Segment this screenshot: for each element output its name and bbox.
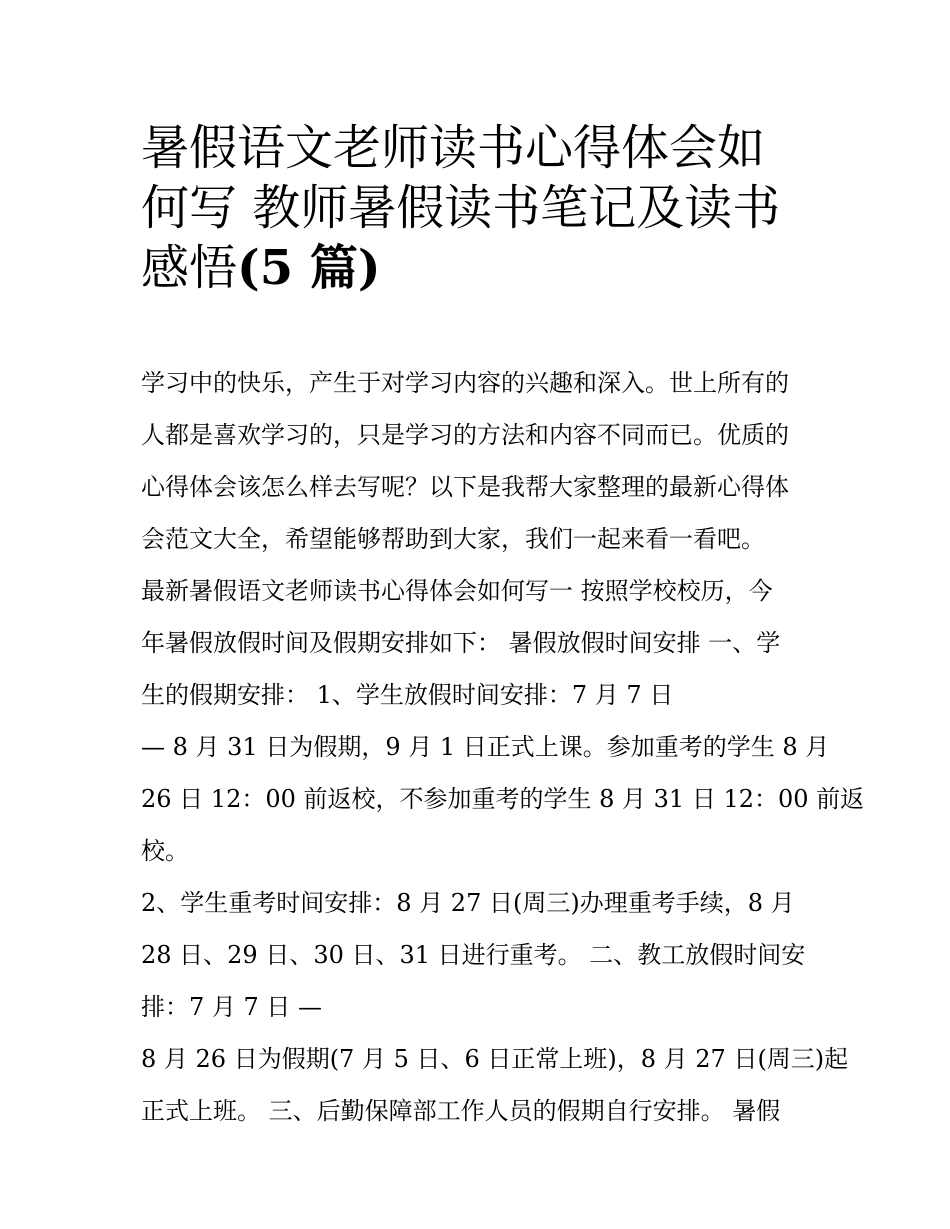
- title-line-1: 暑假语文老师读书心得体会如: [141, 120, 766, 176]
- title-count: (5 篇): [237, 240, 381, 296]
- document-title: [141, 118, 821, 298]
- body-line: 28 日、29 日、30 日、31 日进行重考。 二、教工放假时间安: [141, 941, 806, 969]
- body-line: 正式上班。 三、后勤保障部工作人员的假期自行安排。 暑假: [141, 1097, 781, 1125]
- title-line-3: 感悟(5 篇): [141, 240, 381, 296]
- body-line: 生的假期安排： 1、学生放假时间安排：7 月 7 日: [141, 681, 674, 709]
- body-line: 最新暑假语文老师读书心得体会如何写一 按照学校校历，今: [141, 577, 773, 605]
- body-line: 8 月 26 日为假期(7 月 5 日、6 日正常上班)，8 月 27 日(周三)起: [141, 1045, 849, 1073]
- body-line: 会范文大全，希望能够帮助到大家，我们一起来看一看吧。: [141, 525, 765, 553]
- body-line: 人都是喜欢学习的，只是学习的方法和内容不同而已。优质的: [141, 421, 789, 449]
- body-line: 26 日 12：00 前返校，不参加重考的学生 8 月 31 日 12：00 前返: [141, 785, 865, 813]
- body-line: 心得体会该怎么样去写呢？以下是我帮大家整理的最新心得体: [141, 473, 789, 501]
- document-body: [141, 357, 865, 1137]
- body-line: 学习中的快乐，产生于对学习内容的兴趣和深入。世上所有的: [141, 369, 789, 397]
- body-line: 校。: [141, 837, 189, 865]
- body-line: — 8 月 31 日为假期，9 月 1 日正式上课。参加重考的学生 8 月: [141, 733, 830, 761]
- body-line: 年暑假放假时间及假期安排如下： 暑假放假时间安排 一、学: [141, 629, 781, 657]
- body-line: 2、学生重考时间安排：8 月 27 日(周三)办理重考手续，8 月: [141, 889, 795, 917]
- title-line-2: 何写 教师暑假读书笔记及读书: [141, 180, 781, 236]
- body-line: 排：7 月 7 日 —: [141, 993, 323, 1021]
